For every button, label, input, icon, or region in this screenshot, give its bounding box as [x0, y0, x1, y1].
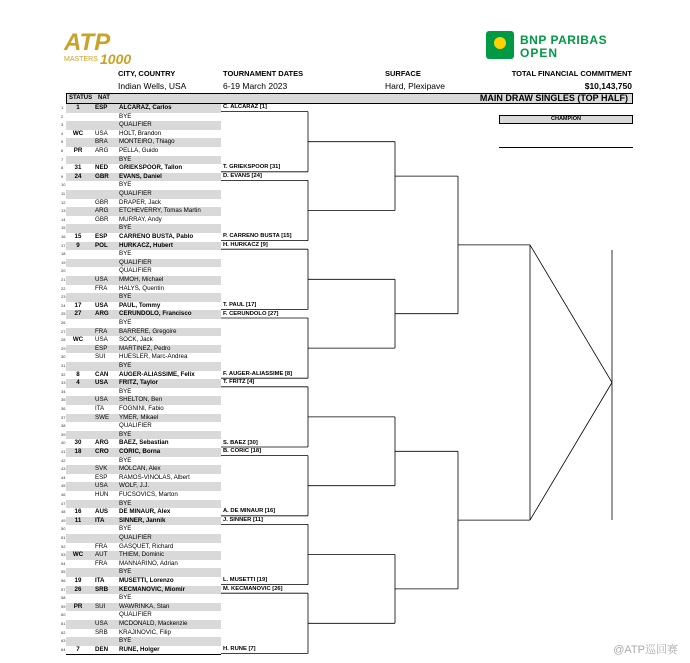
- draw-position: 24: [61, 302, 66, 308]
- draw-position: 43: [61, 466, 66, 472]
- draw-position: 51: [61, 535, 66, 540]
- player-status: 31: [74, 164, 82, 172]
- player-nat: SUI: [95, 602, 106, 610]
- player-nat: USA: [95, 276, 108, 283]
- player-name: WAWRINKA, Stan: [119, 602, 170, 610]
- draw-position: 55: [61, 569, 66, 575]
- player-status: 19: [74, 577, 82, 584]
- draw-position: 8: [61, 165, 64, 171]
- player-name: MMOH, Michael: [119, 276, 164, 283]
- player-name: QUALIFIER: [119, 267, 152, 275]
- player-status: PR: [73, 602, 83, 610]
- dates-label: TOURNAMENT DATES: [223, 69, 304, 78]
- second-round-player: A. DE MINAUR [16]: [223, 508, 276, 515]
- draw-position: 64: [61, 646, 66, 652]
- player-name: MCDONALD, Mackenzie: [119, 620, 188, 627]
- bracket-line: [530, 245, 612, 383]
- player-nat: AUT: [95, 551, 108, 559]
- draw-position: 53: [61, 552, 66, 558]
- draw-position: 54: [61, 560, 66, 566]
- draw-position: 57: [61, 586, 66, 592]
- draw-position: 40: [61, 440, 66, 446]
- surface-value: Hard, Plexipave: [385, 81, 446, 91]
- player-name: HOLT, Brandon: [119, 129, 162, 137]
- player-name: MURRAY, Andy: [119, 215, 162, 223]
- player-name: MANNARINO, Adrian: [119, 559, 178, 567]
- draw-position: 30: [61, 354, 66, 360]
- player-name: PAUL, Tommy: [119, 301, 161, 309]
- draw-position: 21: [61, 277, 66, 282]
- player-name: HURKACZ, Hubert: [119, 241, 173, 249]
- player-status: WC: [72, 336, 84, 344]
- player-nat: SWE: [95, 413, 110, 421]
- player-nat: ESP: [95, 344, 108, 352]
- draw-position: 45: [61, 483, 66, 489]
- logo-masters-text: MASTERS: [64, 56, 98, 63]
- player-status: PR: [73, 147, 83, 154]
- sponsor-line1: BNP PARIBAS: [520, 33, 608, 47]
- player-name: BYE: [119, 525, 132, 533]
- draw-position: 44: [61, 474, 66, 480]
- draw-position: 26: [61, 320, 66, 325]
- nat-column-header: NAT: [98, 95, 110, 101]
- draw-position: 60: [61, 612, 66, 618]
- sponsor-line2: OPEN: [520, 46, 559, 60]
- player-status: 30: [74, 439, 82, 447]
- champion-label: CHAMPION: [499, 115, 633, 124]
- player-status: 7: [76, 645, 80, 653]
- player-status: 9: [76, 241, 80, 249]
- player-name: BYE: [119, 594, 132, 602]
- draw-position: 36: [61, 406, 66, 411]
- player-status: WC: [72, 551, 84, 559]
- draw-position: 49: [61, 517, 66, 523]
- bracket-line: [530, 383, 612, 521]
- player-name: RAMOS-VINOLAS, Albert: [119, 473, 190, 481]
- draw-position: 17: [61, 242, 66, 248]
- draw-position: 10: [61, 182, 66, 188]
- draw-position: 9: [61, 173, 64, 179]
- player-nat: GBR: [95, 215, 109, 223]
- player-name: BYE: [119, 456, 132, 464]
- second-round-player: J. SINNER [11]: [223, 516, 263, 523]
- player-nat: NED: [95, 164, 109, 172]
- player-nat: FRA: [95, 542, 108, 550]
- player-name: BYE: [119, 250, 132, 258]
- player-status: 11: [74, 516, 82, 524]
- player-status: 17: [74, 301, 82, 309]
- draw-position: 19: [61, 259, 66, 265]
- player-nat: USA: [95, 336, 108, 344]
- surface-label: SURFACE: [385, 69, 421, 78]
- second-round-player: D. EVANS [24]: [223, 172, 262, 179]
- player-nat: USA: [95, 379, 109, 387]
- player-name: BYE: [119, 430, 132, 438]
- commitment-value: $10,143,750: [584, 81, 632, 91]
- player-name: FRITZ, Taylor: [119, 379, 159, 387]
- draw-position: 34: [61, 388, 66, 394]
- player-name: PELLA, Guido: [119, 147, 159, 154]
- draw-position: 6: [61, 148, 64, 153]
- player-name: QUALIFIER: [119, 121, 152, 129]
- draw-position: 29: [61, 345, 66, 351]
- draw-position: 15: [61, 225, 66, 231]
- player-nat: ESP: [95, 104, 108, 111]
- draw-position: 58: [61, 595, 66, 601]
- player-name: SINNER, Jannik: [119, 516, 166, 524]
- player-name: GASQUET, Richard: [119, 542, 174, 550]
- commitment-label: TOTAL FINANCIAL COMMITMENT: [511, 69, 632, 78]
- draw-position: 35: [61, 397, 66, 403]
- player-name: QUALIFIER: [119, 422, 152, 430]
- player-nat: GBR: [95, 198, 109, 206]
- player-nat: HUN: [95, 491, 109, 498]
- player-name: AUGER-ALIASSIME, Felix: [119, 370, 195, 378]
- draw-position: 3: [61, 122, 64, 128]
- draw-title: MAIN DRAW SINGLES (TOP HALF): [479, 93, 628, 103]
- player-nat: ESP: [95, 473, 108, 481]
- player-nat: USA: [95, 620, 108, 627]
- player-name: SOCK, Jack: [119, 336, 153, 344]
- city-value: Indian Wells, USA: [118, 81, 187, 91]
- player-nat: USA: [95, 396, 108, 404]
- player-status: 24: [74, 172, 82, 180]
- player-name: ETCHEVERRY, Tomas Martin: [119, 207, 201, 215]
- player-name: MONTEIRO, Thiago: [119, 138, 175, 146]
- player-status: 18: [74, 448, 82, 455]
- player-nat: FRA: [95, 284, 108, 292]
- second-round-player: L. MUSETTI [19]: [223, 577, 268, 584]
- second-round-player: H. HURKACZ [9]: [223, 241, 268, 248]
- second-round-player: T. PAUL [17]: [223, 301, 257, 308]
- player-name: FUCSOVICS, Marton: [119, 491, 178, 498]
- draw-position: 52: [61, 543, 66, 549]
- draw-position: 22: [61, 285, 66, 291]
- draw-position: 12: [61, 199, 66, 205]
- player-status: 15: [74, 233, 82, 240]
- player-name: BYE: [119, 362, 132, 369]
- player-name: BYE: [119, 155, 132, 163]
- player-status: WC: [72, 129, 84, 137]
- player-nat: POL: [95, 241, 108, 249]
- player-name: BAEZ, Sebastian: [119, 439, 169, 447]
- player-name: WOLF, J.J.: [119, 482, 150, 490]
- player-name: QUALIFIER: [119, 534, 152, 541]
- second-round-player: C. ALCARAZ [1]: [223, 104, 267, 111]
- draw-position: 14: [61, 216, 66, 222]
- draw-position: 63: [61, 638, 66, 644]
- draw-position: 39: [61, 431, 66, 437]
- player-name: BYE: [119, 568, 132, 576]
- player-nat: BRA: [95, 138, 108, 146]
- player-status: 16: [74, 508, 82, 516]
- draw-position: 23: [61, 294, 66, 300]
- draw-position: 18: [61, 251, 66, 257]
- player-nat: ESP: [95, 233, 108, 240]
- player-name: BYE: [119, 637, 132, 645]
- player-nat: ARG: [95, 439, 109, 447]
- draw-position: 47: [61, 500, 66, 506]
- player-name: CARRENO BUSTA, Pablo: [119, 233, 194, 240]
- second-round-player: M. KECMANOVIC [26]: [223, 585, 283, 592]
- player-name: MARTINEZ, Pedro: [119, 344, 171, 352]
- player-nat: ITA: [95, 577, 105, 584]
- player-name: KRAJINOVIC, Filip: [119, 628, 171, 636]
- draw-position: 16: [61, 234, 66, 239]
- draw-position: 56: [61, 578, 66, 583]
- draw-position: 46: [61, 492, 66, 497]
- player-name: KECMANOVIC, Miomir: [119, 585, 186, 593]
- player-nat: FRA: [95, 327, 108, 335]
- second-round-player: H. RUNE [7]: [223, 645, 256, 652]
- player-name: BYE: [119, 499, 132, 507]
- player-name: HUESLER, Marc-Andrea: [119, 353, 188, 361]
- player-nat: SVK: [95, 465, 108, 473]
- player-name: SHELTON, Ben: [119, 396, 163, 404]
- player-nat: ITA: [95, 405, 105, 412]
- second-round-player: S. BAEZ [30]: [223, 439, 258, 446]
- player-name: DE MINAUR, Alex: [119, 508, 171, 516]
- player-nat: USA: [95, 482, 108, 490]
- player-name: BYE: [119, 293, 132, 301]
- player-name: YMER, Mikael: [119, 413, 159, 421]
- player-nat: SRB: [95, 585, 109, 593]
- second-round-player: P. CARRENO BUSTA [15]: [223, 233, 292, 240]
- draw-position: 32: [61, 371, 66, 377]
- second-round-player: T. FRITZ [4]: [223, 379, 255, 386]
- player-name: HALYS, Quentin: [119, 284, 164, 292]
- draw-position: 59: [61, 603, 66, 609]
- watermark-text: @ATP巡回赛: [613, 644, 678, 656]
- draw-position: 5: [61, 139, 64, 145]
- player-name: CERUNDOLO, Francisco: [119, 310, 192, 318]
- city-label: CITY, COUNTRY: [118, 69, 176, 78]
- player-nat: USA: [95, 129, 108, 137]
- draw-position: 11: [61, 191, 66, 196]
- draw-position: 25: [61, 311, 66, 317]
- player-nat: AUS: [95, 508, 109, 516]
- status-column-header: STATUS: [69, 95, 93, 101]
- player-nat: ITA: [95, 516, 105, 524]
- player-nat: ARG: [95, 207, 109, 215]
- player-nat: SRB: [95, 628, 108, 636]
- draw-position: 50: [61, 526, 66, 532]
- logo-1000-text: 1000: [100, 51, 132, 67]
- draw-position: 1: [61, 105, 64, 110]
- second-round-player: T. GRIEKSPOOR [31]: [223, 164, 281, 171]
- player-nat: ARG: [95, 310, 109, 318]
- player-nat: CRO: [95, 448, 109, 455]
- draw-position: 31: [61, 363, 66, 368]
- player-name: GRIEKSPOOR, Tallon: [119, 164, 183, 172]
- player-name: QUALIFIER: [119, 190, 152, 197]
- draw-position: 2: [61, 113, 64, 119]
- player-name: BYE: [119, 387, 132, 395]
- player-nat: FRA: [95, 559, 108, 567]
- draw-position: 61: [61, 621, 66, 626]
- player-name: MOLCAN, Alex: [119, 465, 161, 473]
- draw-position: 62: [61, 629, 66, 635]
- player-name: THIEM, Dominic: [119, 551, 165, 559]
- player-name: BARRERE, Gregoire: [119, 327, 177, 335]
- draw-position: 33: [61, 380, 66, 386]
- player-name: QUALIFIER: [119, 611, 152, 619]
- draw-position: 7: [61, 156, 64, 162]
- player-status: 26: [74, 585, 82, 593]
- player-name: CORIC, Borna: [119, 448, 161, 455]
- player-name: BYE: [119, 181, 132, 189]
- draw-position: 37: [61, 414, 66, 420]
- logo-atp-text: ATP: [64, 29, 111, 56]
- draw-position: 38: [61, 423, 66, 429]
- player-status: 27: [74, 310, 82, 318]
- draw-position: 41: [61, 449, 66, 454]
- player-name: QUALIFIER: [119, 258, 152, 266]
- draw-position: 28: [61, 337, 66, 343]
- player-nat: DEN: [95, 645, 109, 653]
- player-status: 1: [76, 104, 80, 111]
- player-name: DRAPER, Jack: [119, 198, 161, 206]
- player-name: BYE: [119, 112, 132, 120]
- draw-position: 13: [61, 208, 66, 214]
- player-name: ALCARAZ, Carlos: [119, 104, 172, 111]
- player-name: EVANS, Daniel: [119, 172, 162, 180]
- player-nat: SUI: [95, 353, 106, 361]
- second-round-player: F. CERUNDOLO [27]: [223, 310, 279, 317]
- draw-position: 27: [61, 328, 66, 334]
- player-nat: USA: [95, 301, 109, 309]
- draw-position: 48: [61, 509, 66, 515]
- champion-line: [499, 147, 633, 148]
- draw-position: 42: [61, 457, 66, 463]
- player-nat: CAN: [95, 370, 109, 378]
- player-name: MUSETTI, Lorenzo: [119, 577, 174, 584]
- player-name: BYE: [119, 224, 132, 232]
- draw-position: 4: [61, 130, 64, 136]
- player-status: 4: [76, 379, 80, 387]
- second-round-player: B. CORIC [18]: [223, 448, 262, 455]
- player-nat: ARG: [95, 147, 109, 154]
- player-name: BYE: [119, 319, 132, 326]
- dates-value: 6-19 March 2023: [223, 81, 288, 91]
- player-name: FOGNINI, Fabio: [119, 405, 164, 412]
- player-nat: GBR: [95, 172, 109, 180]
- player-status: 8: [76, 370, 80, 378]
- draw-position: 20: [61, 268, 66, 274]
- second-round-player: F. AUGER-ALIASSIME [8]: [223, 370, 293, 377]
- player-name: RUNE, Holger: [119, 645, 160, 653]
